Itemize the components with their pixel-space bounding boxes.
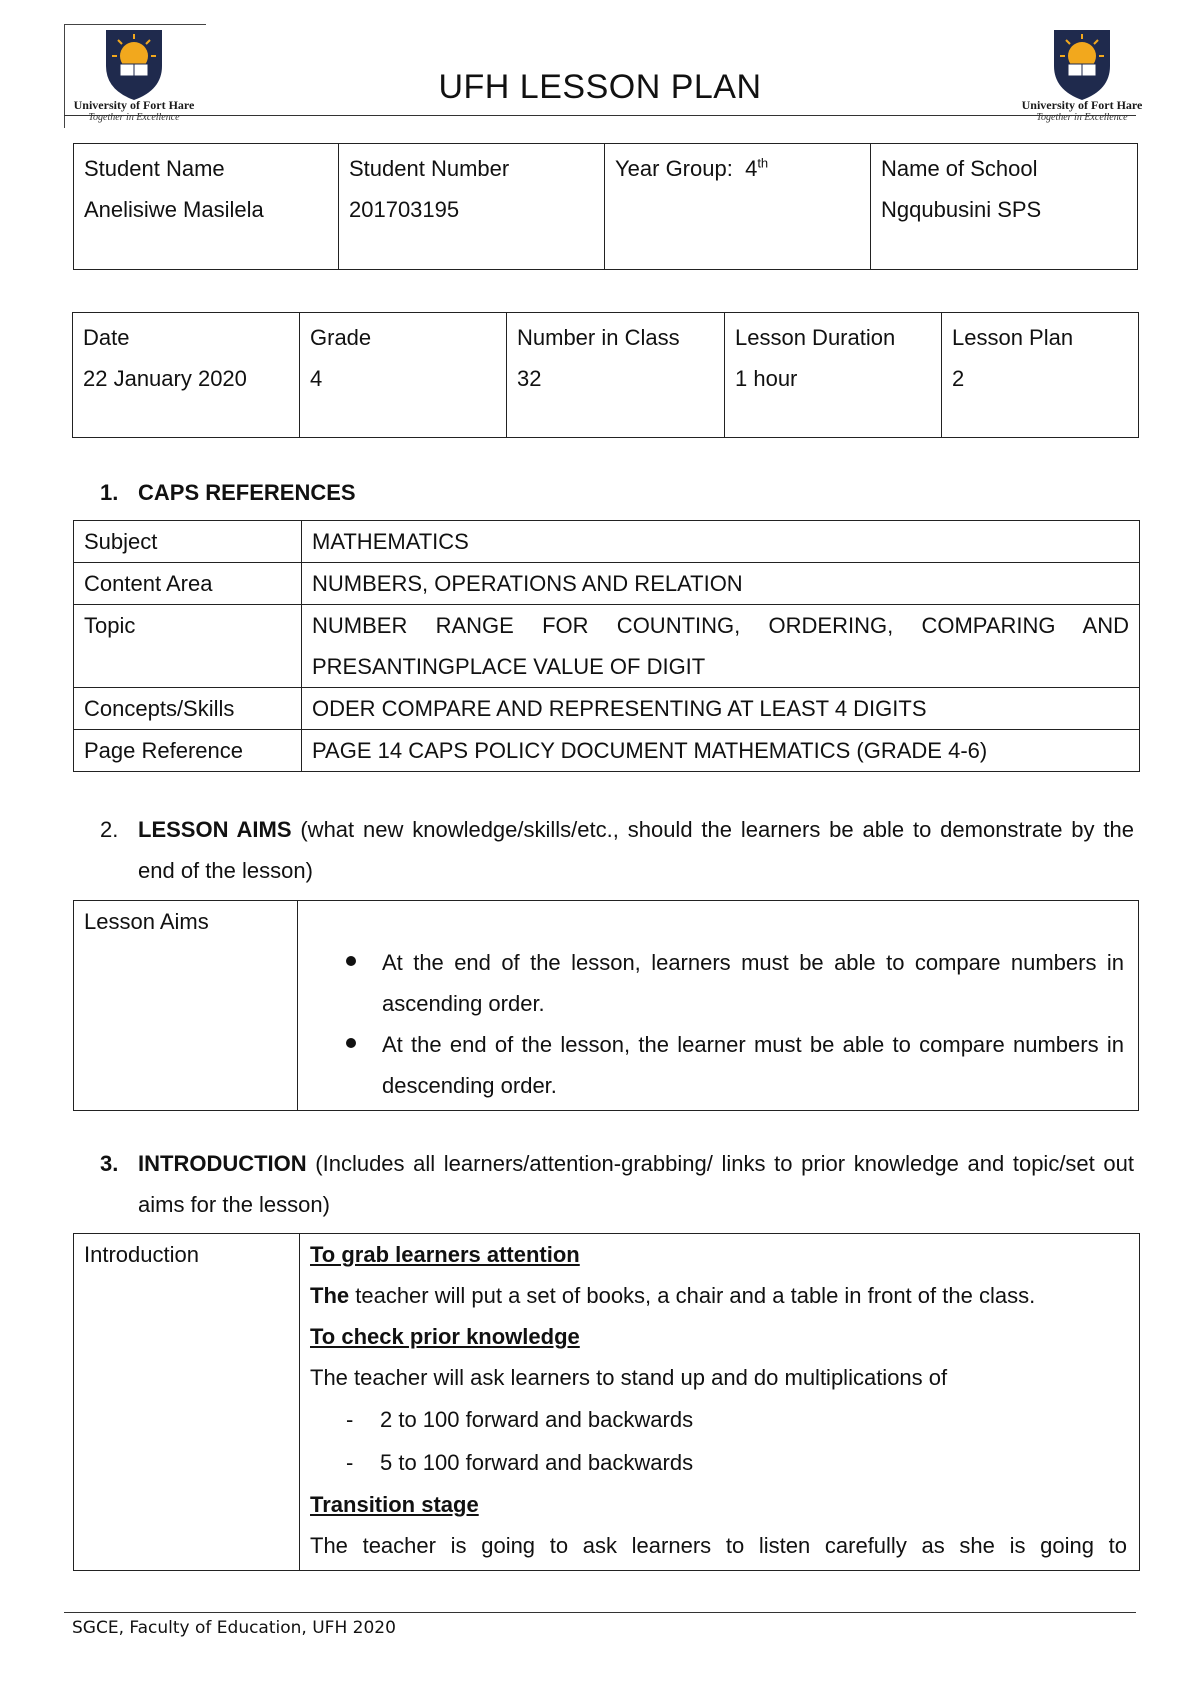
- introduction-title: INTRODUCTION: [138, 1151, 307, 1176]
- aims-title: LESSON AIMS: [138, 817, 292, 842]
- caps-table: [73, 520, 1140, 772]
- caps-label-cell: Concepts/Skills: [74, 688, 302, 730]
- caps-label-cell: Content Area: [74, 563, 302, 605]
- caps-title: CAPS REFERENCES: [138, 480, 356, 505]
- caps-number: 1.: [100, 480, 119, 505]
- year-group-label: Year Group:: [615, 156, 733, 181]
- table-row: [74, 605, 1140, 688]
- student-info-table: [73, 143, 1138, 270]
- class-size-label: Number in Class: [517, 325, 680, 350]
- student-number-value: 201703195: [349, 197, 460, 222]
- table-row: [74, 563, 1140, 605]
- university-name: University of Fort Hare: [1021, 98, 1143, 112]
- introduction-content-cell: [300, 1234, 1140, 1571]
- year-group-suffix: th: [757, 155, 769, 171]
- class-size-cell: [507, 313, 725, 438]
- student-name-label: Student Name: [84, 156, 225, 181]
- grade-cell: [300, 313, 507, 438]
- caps-heading: [100, 472, 356, 513]
- bullet-icon: [346, 1038, 356, 1048]
- table-row: [74, 521, 1140, 563]
- student-number-label: Student Number: [349, 156, 510, 181]
- list-item: [310, 1398, 1127, 1441]
- caps-label-cell: Topic: [74, 605, 302, 688]
- student-name-cell: [74, 144, 339, 270]
- year-group-cell: [605, 144, 871, 270]
- caps-value-cell: ODER COMPARE AND REPRESENTING AT LEAST 4 DIGITS: [302, 688, 1140, 730]
- aims-label-cell: Lesson Aims: [74, 901, 298, 1111]
- introduction-heading-note: (Includes all learners/attention-grabbing/ links to prior knowledge and topic/set out aims for the lesson): [138, 1151, 1134, 1217]
- aims-heading-text: [138, 809, 1134, 891]
- introduction-number: 3.: [100, 1151, 119, 1176]
- aims-content-cell: [298, 901, 1139, 1111]
- transition-text: The teacher is going to ask learners to listen carefully as she is going to: [310, 1533, 1127, 1558]
- aim-text: At the end of the lesson, learners must be able to compare numbers in ascending order.: [382, 950, 1124, 1016]
- bullet-icon: [346, 956, 356, 966]
- dash-item-text: 2 to 100 forward and backwards: [380, 1407, 694, 1432]
- aims-number: 2.: [100, 817, 119, 842]
- dash-icon: -: [346, 1450, 354, 1475]
- lesson-info-table: [72, 312, 1139, 438]
- table-row: [74, 730, 1140, 772]
- duration-value: 1 hour: [735, 366, 798, 391]
- caps-value-cell: NUMBERS, OPERATIONS AND RELATION: [302, 563, 1140, 605]
- caps-value-cell: PAGE 14 CAPS POLICY DOCUMENT MATHEMATICS (GRADE 4-6): [302, 730, 1140, 772]
- transition-heading: Transition stage: [310, 1492, 479, 1517]
- caps-label-cell: Subject: [74, 521, 302, 563]
- caps-value-cell: MATHEMATICS: [302, 521, 1140, 563]
- aims-heading-note: (what new knowledge/skills/etc., should the learners be able to demonstrate by the end of the lesson): [138, 817, 1134, 883]
- lesson-plan-label: Lesson Plan: [952, 325, 1074, 350]
- aims-heading: [100, 809, 1134, 891]
- university-motto: Together in Excellence: [1036, 112, 1128, 123]
- header-divider: [64, 115, 1136, 116]
- year-group: [615, 148, 860, 189]
- introduction-label-cell: Introduction: [74, 1234, 300, 1571]
- caps-value-cell: NUMBER RANGE FOR COUNTING, ORDERING, COMPARING AND PRESANTINGPLACE VALUE OF DIGIT: [302, 605, 1140, 688]
- dash-icon: -: [346, 1407, 354, 1432]
- date-value: 22 January 2020: [83, 366, 247, 391]
- student-name-value: Anelisiwe Masilela: [84, 197, 264, 222]
- aims-list: [342, 942, 1124, 1106]
- date-label: Date: [83, 325, 130, 350]
- page-title: UFH LESSON PLAN: [438, 68, 762, 106]
- introduction-heading: [100, 1143, 1134, 1225]
- dash-item-text: 5 to 100 forward and backwards: [380, 1450, 694, 1475]
- caps-label-cell: Page Reference: [74, 730, 302, 772]
- list-item: [342, 942, 1124, 1024]
- list-item: [310, 1441, 1127, 1484]
- student-number-cell: [339, 144, 605, 270]
- date-cell: [73, 313, 300, 438]
- year-group-value: 4: [745, 156, 758, 181]
- school-cell: [871, 144, 1138, 270]
- university-name: University of Fort Hare: [73, 98, 195, 112]
- table-row: [74, 688, 1140, 730]
- footer-divider: [64, 1612, 1136, 1613]
- duration-label: Lesson Duration: [735, 325, 896, 350]
- prior-knowledge-text: The teacher will ask learners to stand up and do multiplications of: [310, 1365, 948, 1390]
- introduction-heading-text: [138, 1143, 1134, 1225]
- grab-attention-text: [310, 1275, 1127, 1316]
- grade-label: Grade: [310, 325, 372, 350]
- page-footer: SGCE, Faculty of Education, UFH 2020: [72, 1618, 396, 1638]
- school-label: Name of School: [881, 156, 1038, 181]
- lesson-plan-value: 2: [952, 366, 965, 391]
- prior-knowledge-heading: To check prior knowledge: [310, 1324, 580, 1349]
- lesson-plan-cell: [942, 313, 1139, 438]
- university-motto: Together in Excellence: [88, 112, 180, 123]
- grab-attention-heading: To grab learners attention: [310, 1242, 580, 1267]
- introduction-table: [73, 1233, 1140, 1571]
- aims-table: [73, 900, 1139, 1111]
- grab-attention-body: teacher will put a set of books, a chair and a table in front of the class.: [349, 1283, 1036, 1308]
- grab-attention-bold: The: [310, 1283, 350, 1308]
- school-value: Ngqubusini SPS: [881, 197, 1042, 222]
- class-size-value: 32: [517, 366, 542, 391]
- aim-text: At the end of the lesson, the learner must be able to compare numbers in descending order.: [382, 1032, 1124, 1098]
- duration-cell: [725, 313, 942, 438]
- list-item: [342, 1024, 1124, 1106]
- grade-value: 4: [310, 366, 323, 391]
